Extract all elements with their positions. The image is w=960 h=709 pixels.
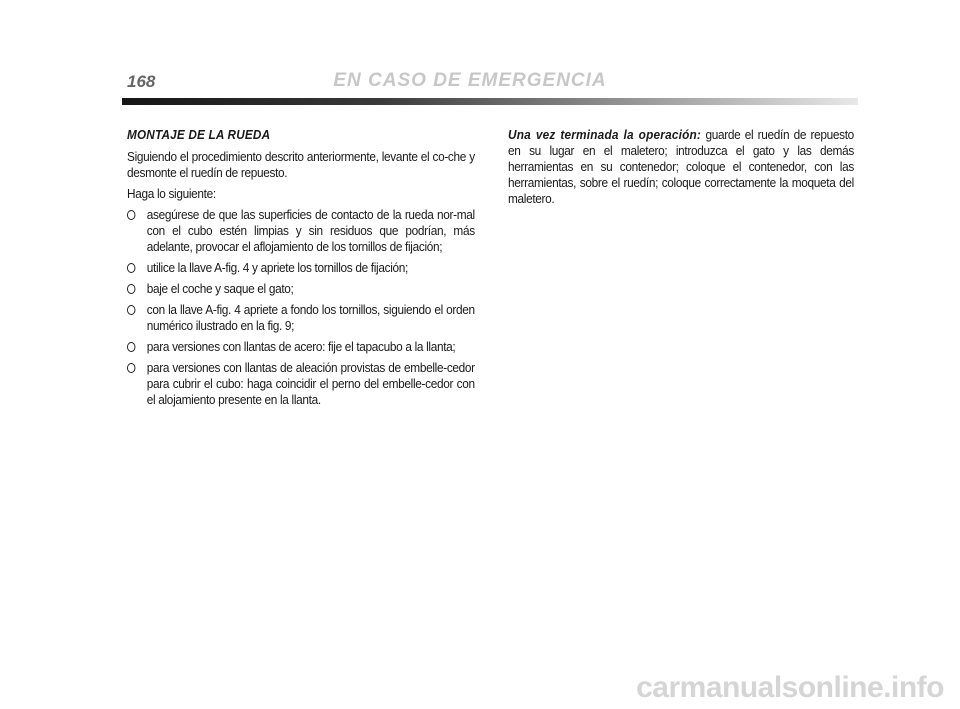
list-item-text: para versiones con llantas de acero: fije el tapacubo a la llanta; bbox=[146, 340, 456, 354]
list-item bbox=[127, 207, 475, 255]
page-number: 168 bbox=[127, 72, 156, 91]
right-column bbox=[508, 127, 854, 212]
list-item-text: asegúrese de que las superficies de contacto de la rueda nor-mal con el cubo estén limpias y sin residuos que podrían, más adelante, provocar el aflojamiento de los tornillos de fijación; bbox=[146, 208, 475, 254]
bullet-circle-icon bbox=[127, 284, 135, 294]
bullet-circle-icon bbox=[127, 263, 135, 273]
bullet-circle-icon bbox=[127, 363, 135, 373]
list-item bbox=[127, 260, 475, 276]
bullet-circle-icon bbox=[127, 342, 135, 352]
bullet-circle-icon bbox=[127, 210, 135, 220]
left-column bbox=[127, 127, 475, 413]
list-item-text: utilice la llave A-fig. 4 y apriete los tornillos de fijación; bbox=[146, 261, 408, 275]
section-heading: MONTAJE DE LA RUEDA bbox=[127, 128, 271, 142]
closing-paragraph bbox=[508, 127, 854, 207]
bullet-circle-icon bbox=[127, 305, 135, 315]
steps-intro: Haga lo siguiente: bbox=[127, 187, 216, 201]
list-item-text: con la llave A-fig. 4 apriete a fondo los tornillos, siguiendo el orden numérico ilustrado en la fig. 9; bbox=[146, 303, 475, 333]
list-item bbox=[127, 339, 475, 355]
header-rule bbox=[122, 98, 858, 105]
watermark: carmanualsonline.info bbox=[636, 671, 944, 704]
list-item bbox=[127, 360, 475, 408]
section-title: EN CASO DE EMERGENCIA bbox=[333, 70, 607, 91]
list-item-text: baje el coche y saque el gato; bbox=[146, 282, 294, 296]
closing-lead: Una vez terminada la operación: bbox=[508, 128, 702, 142]
list-item-text: para versiones con llantas de aleación provistas de embelle-cedor para cubrir el cubo: haga coincidir el perno del embelle-cedor con el alojamiento presente en la llanta. bbox=[146, 361, 475, 407]
steps-list bbox=[127, 207, 475, 408]
intro-paragraph: Siguiendo el procedimiento descrito anteriormente, levante el co-che y desmonte el ruedín de repuesto. bbox=[127, 150, 475, 180]
closing-text: guarde el ruedín de repuesto en su lugar en el maletero; introduzca el gato y las demás herramientas en su contenedor; coloque el contenedor, con las herramientas, sobre el ruedín; coloque correctamente la moqueta del maletero. bbox=[508, 128, 854, 206]
list-item bbox=[127, 302, 475, 334]
list-item bbox=[127, 281, 475, 297]
